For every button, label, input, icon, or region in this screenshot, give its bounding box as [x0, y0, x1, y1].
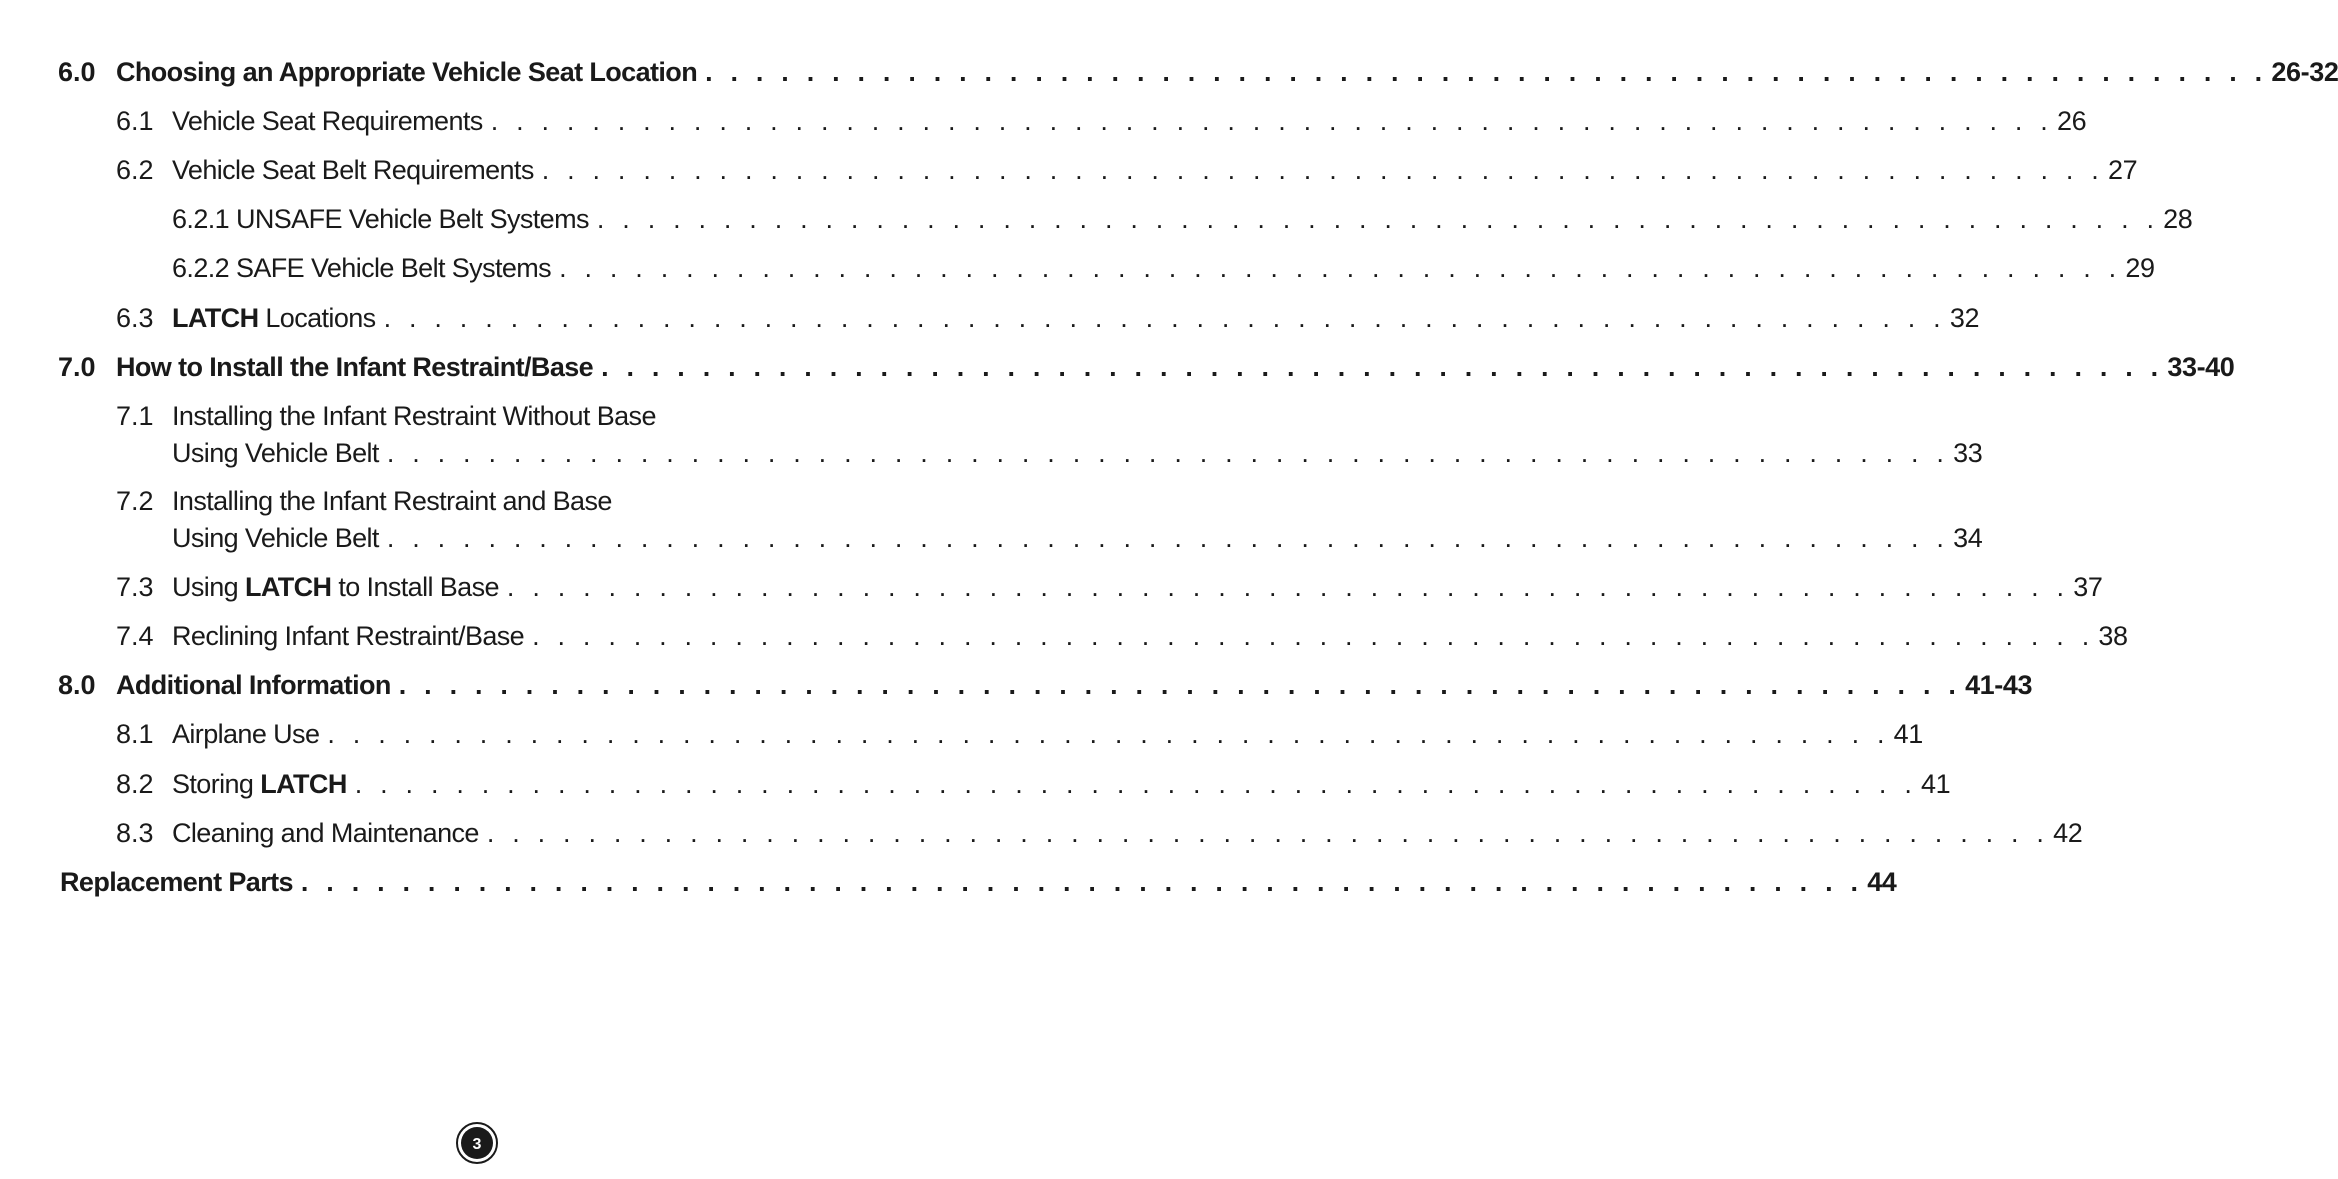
section-number: 6.2	[116, 155, 154, 185]
section-number: 7.2	[116, 486, 154, 516]
section-title	[172, 764, 347, 804]
dot-leader: . . . . . . . . . . . . . . . . . . . . . . . . . . . . . . . . . . . . . . . . . . . . . . . . . . . . . . . . . . . . . .	[490, 106, 2053, 136]
section-title	[172, 298, 376, 338]
section-title-pre: Using	[172, 572, 245, 602]
dot-leader: . . . . . . . . . . . . . . . . . . . . . . . . . . . . . . . . . . . . . . . . . . . . . . . . . . . . . . . . . . . . . .	[386, 523, 1950, 553]
toc-entry-replacement-parts[interactable]	[0, 862, 1897, 902]
toc-entry-7-4[interactable]	[0, 616, 2128, 656]
toc-entry-7-1[interactable]	[0, 396, 954, 436]
dot-leader: . . . . . . . . . . . . . . . . . . . . . . . . . . . . . . . . . . . . . . . . . . . . . . . . . . . . . . . . . . . . . .	[596, 204, 2160, 234]
toc-entry-6-0[interactable]	[0, 52, 2338, 92]
page-number: 33	[1953, 438, 1983, 468]
page-number: 41	[1921, 769, 1951, 799]
toc-entry-6-3[interactable]	[0, 298, 1980, 338]
page-number: 44	[1867, 867, 1897, 897]
section-title: Vehicle Seat Belt Requirements	[172, 155, 534, 185]
toc-entry-6-1[interactable]	[0, 101, 2087, 141]
toc-entry-8-0[interactable]	[0, 665, 2033, 705]
section-title: 6.2.1 UNSAFE Vehicle Belt Systems	[172, 204, 589, 234]
section-number: 7.1	[116, 401, 154, 431]
section-title: Cleaning and Maintenance	[172, 818, 479, 848]
page-number: 27	[2108, 155, 2138, 185]
section-title: Vehicle Seat Requirements	[172, 106, 483, 136]
section-number: 6.3	[116, 303, 154, 333]
dot-leader: . . . . . . . . . . . . . . . . . . . . . . . . . . . . . . . . . . . . . . . . . . . . . . . . . . . . . . . . . . . . . .	[559, 253, 2122, 283]
dot-leader: . . . . . . . . . . . . . . . . . . . . . . . . . . . . . . . . . . . . . . . . . . . . . . . . . . . . . . . . . . . . . .	[383, 303, 1946, 333]
section-number: 8.2	[116, 769, 154, 799]
toc-entry-8-2[interactable]	[0, 764, 1951, 804]
dot-leader: . . . . . . . . . . . . . . . . . . . . . . . . . . . . . . . . . . . . . . . . . . . . . . . . . . . . . . . . . . . . . .	[532, 621, 2095, 651]
page-number: 41	[1893, 719, 1923, 749]
section-title: How to Install the Infant Restraint/Base	[116, 352, 594, 382]
section-title-line2: Using Vehicle Belt	[172, 438, 379, 468]
toc-entry-6-2-1[interactable]	[0, 199, 2193, 239]
section-title-line2: Using Vehicle Belt	[172, 523, 379, 553]
page-range: 41-43	[1965, 670, 2033, 700]
toc-entry-7-3[interactable]	[0, 567, 2103, 607]
page-number: 42	[2053, 818, 2083, 848]
section-number: 7.3	[116, 572, 154, 602]
section-title: Reclining Infant Restraint/Base	[172, 621, 525, 651]
section-number: 6.1	[116, 106, 154, 136]
toc-entry-7-2[interactable]	[0, 481, 954, 521]
page-number: 29	[2125, 253, 2155, 283]
section-title	[172, 567, 499, 607]
section-title-rest: to Install Base	[331, 572, 499, 602]
page-number: 32	[1949, 303, 1980, 333]
dot-leader: . . . . . . . . . . . . . . . . . . . . . . . . . . . . . . . . . . . . . . . . . . . . . . . . . . . . . . . . . . . . . .	[354, 769, 1918, 799]
section-number: 8.0	[58, 670, 96, 700]
section-title: Replacement Parts	[60, 867, 293, 897]
section-title: Choosing an Appropriate Vehicle Seat Location	[116, 57, 698, 87]
page-number: 37	[2073, 572, 2103, 602]
latch-term: LATCH	[244, 572, 332, 602]
toc-entry-8-1[interactable]	[0, 714, 1923, 754]
page-range: 26-32	[2271, 57, 2338, 87]
section-number: 6.0	[58, 57, 96, 87]
section-number: 7.4	[116, 621, 154, 651]
section-title: Airplane Use	[172, 719, 320, 749]
section-title-rest: Locations	[258, 303, 376, 333]
page-number: 38	[2098, 621, 2128, 651]
dot-leader: . . . . . . . . . . . . . . . . . . . . . . . . . . . . . . . . . . . . . . . . . . . . . . . . . . . . . . . . . . . . . .	[386, 438, 1950, 468]
dot-leader: . . . . . . . . . . . . . . . . . . . . . . . . . . . . . . . . . . . . . . . . . . . . . . . . . . . . . . . . . . . . . .	[327, 719, 1890, 749]
page-number: 34	[1953, 523, 1983, 553]
toc-entry-7-2-cont[interactable]	[0, 518, 1983, 558]
dot-leader: . . . . . . . . . . . . . . . . . . . . . . . . . . . . . . . . . . . . . . . . . . . . . . . . . . . . . . . . . . . . . .	[300, 867, 1864, 897]
page-number: 28	[2163, 204, 2193, 234]
toc-entry-7-1-cont[interactable]	[0, 433, 1983, 473]
section-title-line1: Installing the Infant Restraint and Base	[172, 486, 612, 516]
section-number: 8.3	[116, 818, 154, 848]
section-title: Additional Information	[116, 670, 391, 700]
section-number: 7.0	[58, 352, 96, 382]
section-title-line1: Installing the Infant Restraint Without Base	[172, 401, 656, 431]
section-title-pre: Storing	[172, 769, 261, 799]
dot-leader: . . . . . . . . . . . . . . . . . . . . . . . . . . . . . . . . . . . . . . . . . . . . . . . . . . . . . . . . . . . . . .	[506, 572, 2070, 602]
page-number-badge	[456, 1122, 498, 1164]
toc-entry-6-2[interactable]	[0, 150, 2138, 190]
dot-leader: . . . . . . . . . . . . . . . . . . . . . . . . . . . . . . . . . . . . . . . . . . . . . . . . . . . . . . . . . . . . . .	[486, 818, 2050, 848]
toc-entry-8-3[interactable]	[0, 813, 2083, 853]
dot-leader: . . . . . . . . . . . . . . . . . . . . . . . . . . . . . . . . . . . . . . . . . . . . . . . . . . . . . . . . . . . . . .	[541, 155, 2104, 185]
latch-term: LATCH	[172, 303, 259, 333]
dot-leader: . . . . . . . . . . . . . . . . . . . . . . . . . . . . . . . . . . . . . . . . . . . . . . . . . . . . . . . . . . . . . .	[705, 57, 2268, 87]
page-number: 26	[2056, 106, 2087, 136]
page-number-text: 3	[472, 1136, 482, 1153]
dot-leader: . . . . . . . . . . . . . . . . . . . . . . . . . . . . . . . . . . . . . . . . . . . . . . . . . . . . . . . . . . . . . .	[601, 352, 2164, 382]
dot-leader: . . . . . . . . . . . . . . . . . . . . . . . . . . . . . . . . . . . . . . . . . . . . . . . . . . . . . . . . . . . . . .	[398, 670, 1962, 700]
section-number: 8.1	[116, 719, 154, 749]
toc-entry-7-0[interactable]	[0, 347, 2235, 387]
section-title: 6.2.2 SAFE Vehicle Belt Systems	[172, 253, 552, 283]
latch-term: LATCH	[260, 769, 347, 799]
page-range: 33-40	[2167, 352, 2235, 382]
toc-entry-6-2-2[interactable]	[0, 248, 2155, 288]
